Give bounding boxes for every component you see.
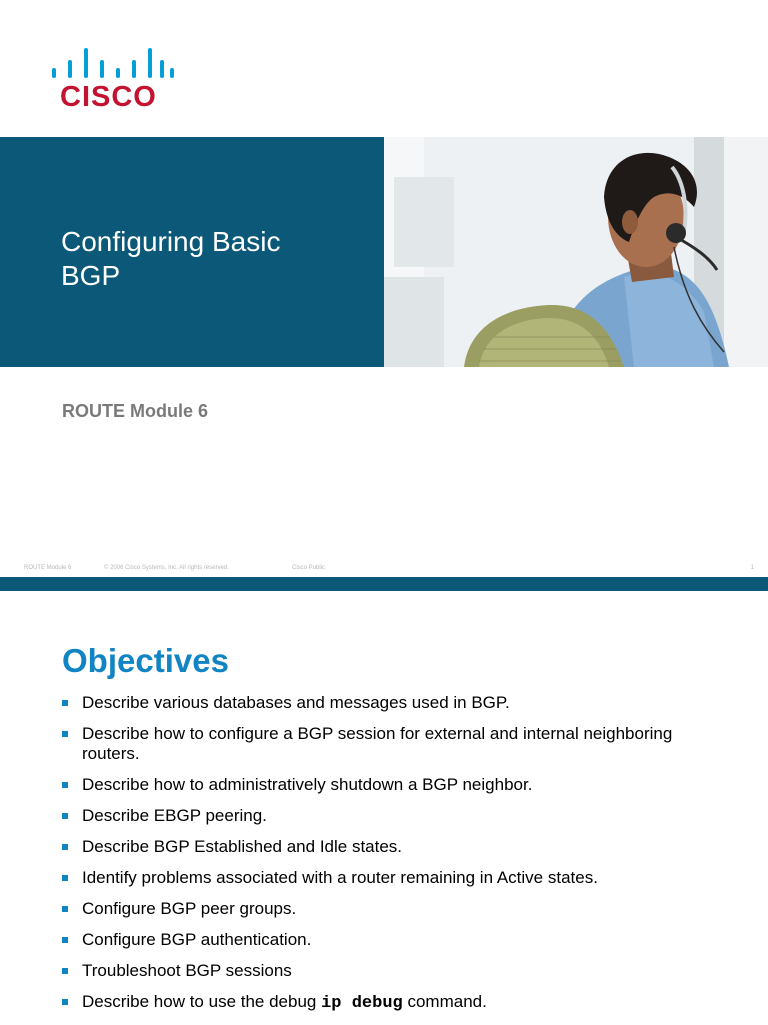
photo-illustration (384, 137, 768, 367)
footer-copyright: © 2006 Cisco Systems, Inc. All rights reserved. (104, 565, 229, 571)
slide-divider (0, 577, 768, 591)
square-bullet-icon (62, 813, 68, 819)
square-bullet-icon (62, 700, 68, 706)
slide-footer (24, 565, 764, 575)
objectives-slide (0, 591, 768, 1024)
square-bullet-icon (62, 968, 68, 974)
slide-subtitle: ROUTE Module 6 (62, 401, 209, 421)
objective-item: Describe BGP Established and Idle states. (62, 837, 712, 857)
square-bullet-icon (62, 844, 68, 850)
slide-title: Configuring Basic BGP (61, 226, 281, 291)
objectives-list (62, 693, 712, 1025)
square-bullet-icon (62, 937, 68, 943)
call-center-agent-photo (384, 137, 768, 367)
logo-wordmark: CISCO (60, 81, 157, 113)
objective-item: Describe how to administratively shutdown a BGP neighbor. (62, 775, 712, 795)
objective-item: Describe how to configure a BGP session for external and internal neighboring routers. (62, 724, 712, 764)
objective-item: Configure BGP peer groups. (62, 899, 712, 919)
footer-classification: Cisco Public (292, 565, 326, 571)
square-bullet-icon (62, 731, 68, 737)
footer-module: ROUTE Module 6 (24, 565, 72, 571)
objective-item: Troubleshoot BGP sessions (62, 961, 712, 981)
square-bullet-icon (62, 906, 68, 912)
objective-item: Describe various databases and messages used in BGP. (62, 693, 712, 713)
square-bullet-icon (62, 875, 68, 881)
objective-item: Describe EBGP peering. (62, 806, 712, 826)
square-bullet-icon (62, 782, 68, 788)
objectives-title: Objectives (62, 642, 229, 679)
objective-item: Describe how to use the debug ip debug command. (62, 992, 712, 1014)
command-code: ip debug (321, 994, 403, 1013)
slide-number: 1 (750, 565, 754, 571)
cisco-bridge-logo-icon (50, 42, 174, 78)
objective-item: Configure BGP authentication. (62, 930, 712, 950)
objective-item: Identify problems associated with a router remaining in Active states. (62, 868, 712, 888)
square-bullet-icon (62, 999, 68, 1005)
cisco-logo (50, 42, 174, 113)
